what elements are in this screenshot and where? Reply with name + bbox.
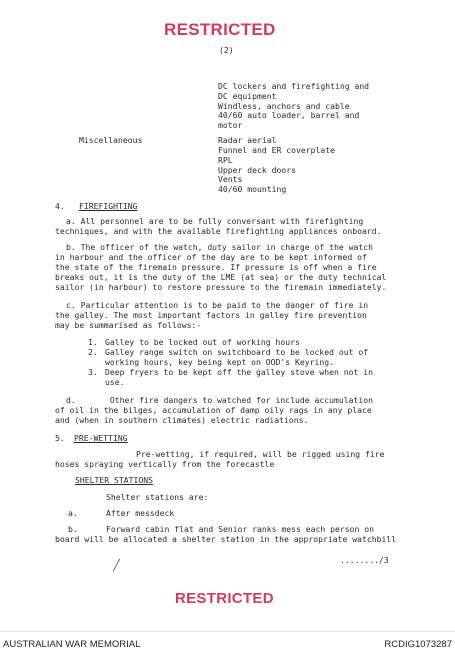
restricted-stamp-top: RESTRICTED (164, 20, 276, 39)
misc-item: 40/60 mounting (218, 184, 287, 194)
shelter-heading: SHELTER STATIONS (75, 475, 153, 485)
shelter-item-b-label: b. (68, 524, 78, 534)
pencil-mark (113, 559, 120, 572)
galley-item-line: use. (105, 377, 125, 387)
para-line: d. Other fire dangers to watched for include accumulation (66, 395, 373, 405)
footer-bar (0, 631, 455, 654)
shelter-item-a-label: a. (68, 508, 78, 518)
section-4-heading: FIREFIGHTING (79, 201, 138, 211)
continuation-marker: ......../3 (340, 555, 389, 565)
equipment-line: 40/60 auto loader, barrel and (218, 110, 360, 120)
para-line: breaks out, it is the duty of the LME (at sea) or the duty technical (55, 272, 387, 282)
para-line: and (when in southern climates) electric radiations. (55, 415, 309, 425)
para-line: in harbour and the officer of the day are to be kept informed of (55, 252, 367, 262)
galley-item-number: 3. (88, 367, 98, 377)
shelter-item-b-line: Forward cabin flat and Senior ranks mess each person on (106, 524, 375, 534)
galley-item-line: Galley to be locked out of working hours (105, 337, 300, 347)
galley-item-line: Deep fryers to be kept off the galley stove when not in (105, 367, 374, 377)
footer-source: AUSTRALIAN WAR MEMORIAL (3, 639, 141, 650)
para-line: the state of the firemain pressure. If pressure is off when a fire (55, 262, 377, 272)
page-number: (2) (219, 45, 234, 55)
galley-item-line: working hours, key being kept on OOD's Keyring. (105, 357, 335, 367)
para-line: the galley. The most important factors in galley fire prevention (55, 310, 367, 320)
misc-item: Upper deck doors (218, 165, 296, 175)
shelter-item-a-text: After messdeck (106, 508, 175, 518)
section-4-number: 4. (55, 201, 65, 211)
para-line: sailor (in harbour) to restore pressure to the firemain immediately. (55, 282, 387, 292)
equipment-line: DC lockers and firefighting and (218, 81, 370, 91)
misc-item: Radar aerial (218, 135, 277, 145)
misc-item: Vents (218, 174, 243, 184)
misc-item: RPL (218, 155, 233, 165)
equipment-line: Windless, anchors and cable (218, 101, 350, 111)
galley-item-number: 1. (88, 337, 98, 347)
galley-item-line: Galley range switch on switchboard to be locked out of (105, 347, 369, 357)
equipment-line: motor (218, 120, 243, 130)
shelter-item-b-line: board will be allocated a shelter station in the appropriate watchbill (55, 534, 397, 544)
misc-item: Funnel and ER coverplate (218, 145, 335, 155)
para-line: techniques, and with the available firefighting appliances onboard. (55, 226, 382, 236)
section-5-line: Pre-wetting, if required, will be rigged using fire (136, 449, 385, 459)
galley-item-number: 2. (88, 347, 98, 357)
section-5-number: 5. (55, 433, 65, 443)
footer-id: RCDIG1073287 (384, 639, 452, 650)
misc-label: Miscellaneous (79, 135, 143, 145)
section-5-line: hoses spraying vertically from the forecastle (55, 459, 275, 469)
restricted-stamp-bottom: RESTRICTED (175, 590, 274, 607)
section-5-heading: PRE-WETTING (74, 433, 128, 443)
para-line: b. The officer of the watch, duty sailor in charge of the watch (66, 242, 373, 252)
para-line: of oil in the bilges, accumulation of damp oily rags in any place (55, 405, 372, 415)
para-line: may be summarised as follows:- (55, 320, 202, 330)
equipment-line: DC equipment (218, 91, 277, 101)
para-line: a. All personnel are to be fully conversant with firefighting (66, 216, 364, 226)
para-line: c. Particular attention is to be paid to the danger of fire in (66, 300, 369, 310)
shelter-intro: Shelter stations are: (106, 492, 209, 502)
